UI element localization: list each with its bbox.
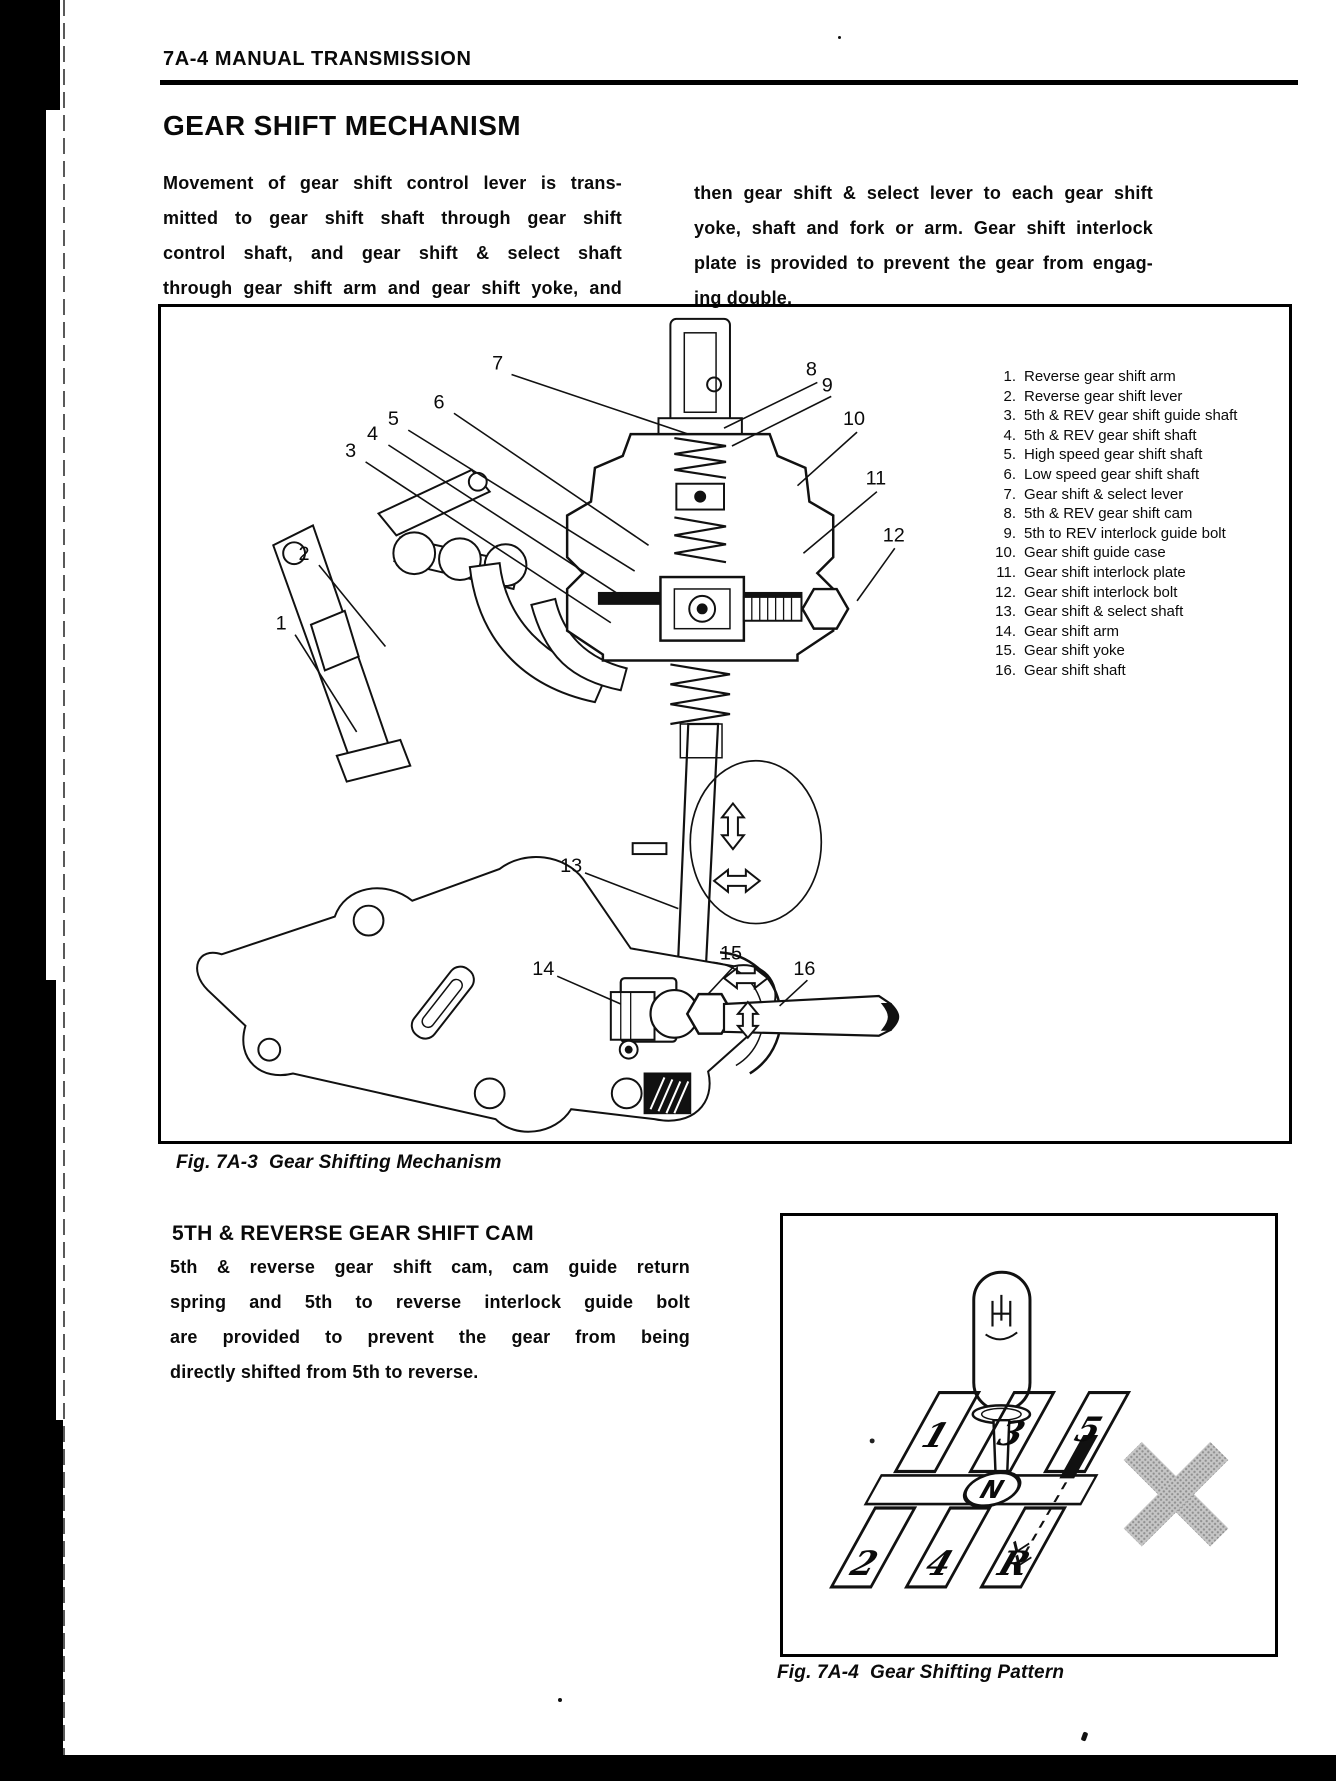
prohibited-shift-x-mark (1124, 1442, 1229, 1547)
scan-dot (870, 1438, 875, 1443)
callout-label: 10 (843, 408, 866, 431)
figure-7a4-box (780, 1213, 1278, 1657)
callout-label: 9 (821, 374, 833, 397)
callout-label: 7 (492, 352, 504, 375)
gear-label-1: 1 (912, 1416, 958, 1456)
parts-list-item: 8. 5th & REV gear shift cam (1003, 505, 1193, 523)
figure-7a4-caption: Fig. 7A-4 Gear Shifting Pattern (777, 1662, 1065, 1683)
parts-list-item: 9. 5th to REV interlock guide bolt (1003, 524, 1226, 542)
parts-list-item: 5. High speed gear shift shaft (1003, 446, 1203, 464)
parts-list-item: 10. Gear shift guide case (995, 544, 1166, 562)
parts-list-item: 7. Gear shift & select lever (1003, 485, 1184, 503)
parts-list-item: 15. Gear shift yoke (995, 642, 1125, 660)
scan-bottom-bar (8, 1755, 1336, 1781)
body-line: Movement of gear shift control lever is trans- (163, 173, 622, 193)
page-header: 7A-4 MANUAL TRANSMISSION (163, 48, 472, 70)
scan-dot (558, 1698, 562, 1702)
parts-list-item: 16. Gear shift shaft (995, 661, 1126, 679)
parts-list-item: 12. Gear shift interlock bolt (995, 583, 1178, 601)
body-line: plate is provided to prevent the gear from engag- (694, 253, 1153, 273)
section-title-5th-reverse-cam: 5TH & REVERSE GEAR SHIFT CAM (172, 1222, 534, 1245)
body-line: ing double. (694, 288, 793, 308)
callout-label: 13 (560, 854, 583, 877)
body-line: are provided to prevent the gear from being (170, 1327, 690, 1347)
callout-label: 11 (865, 467, 887, 490)
parts-list-item: 2. Reverse gear shift lever (1003, 387, 1183, 405)
callout-label: 12 (882, 524, 905, 547)
callout-label: 14 (532, 958, 555, 981)
scan-gutter-bar (0, 0, 60, 110)
body-line: then gear shift & select lever to each gear shift (694, 183, 1153, 203)
section-title-gear-shift-mechanism: GEAR SHIFT MECHANISM (163, 110, 521, 141)
body-column-left (163, 166, 622, 306)
gear-label-3: 3 (988, 1414, 1034, 1454)
callout-label: 6 (433, 391, 445, 414)
gear-shift-pattern-diagram (783, 1216, 1275, 1654)
scan-gutter-bar (0, 1420, 63, 1781)
parts-list-item: 4. 5th & REV gear shift shaft (1003, 426, 1197, 444)
body-line: control shaft, and gear shift & select shaft (163, 243, 622, 263)
scan-line-artifact (63, 0, 65, 1781)
parts-list-item: 13. Gear shift & select shaft (995, 603, 1184, 621)
scan-dot (838, 36, 841, 39)
body-line: directly shifted from 5th to reverse. (170, 1362, 479, 1382)
gear-label-2: 2 (841, 1544, 887, 1584)
parts-list (988, 367, 1288, 681)
parts-list-item: 11. Gear shift interlock plate (996, 563, 1186, 581)
callout-label: 4 (367, 423, 379, 446)
callout-label: 16 (793, 958, 816, 981)
callout-label: 8 (805, 358, 817, 381)
body-line: yoke, shaft and fork or arm. Gear shift interlock (694, 218, 1153, 238)
callout-label: 5 (387, 408, 399, 431)
callout-label: 3 (345, 439, 357, 462)
body-column-right (694, 176, 1153, 316)
body-line: spring and 5th to reverse interlock guide bolt (170, 1292, 690, 1312)
callout-label: 15 (719, 942, 742, 965)
gear-label-R: R (989, 1544, 1039, 1584)
figure-7a3-caption: Fig. 7A-3 Gear Shifting Mechanism (176, 1152, 502, 1173)
body-line: through gear shift arm and gear shift yoke, and (163, 278, 622, 298)
body-line: mitted to gear shift shaft through gear shift (163, 208, 622, 228)
parts-list-item: 6. Low speed gear shift shaft (1003, 465, 1200, 483)
gear-label-5: 5 (1065, 1410, 1111, 1450)
scan-dot (1081, 1731, 1089, 1741)
figure-7a3-box (158, 304, 1292, 1144)
parts-list-item: 1. Reverse gear shift arm (1003, 368, 1176, 385)
callout-label: 2 (298, 543, 310, 566)
parts-list-item: 14. Gear shift arm (995, 622, 1120, 640)
callout-label: 1 (275, 612, 287, 635)
header-rule (160, 80, 1298, 85)
gear-label-N: N (973, 1475, 1010, 1505)
body-column-section2 (170, 1250, 690, 1390)
body-line: 5th & reverse gear shift cam, cam guide return (170, 1257, 690, 1277)
parts-list-item: 3. 5th & REV gear shift guide shaft (1003, 407, 1238, 425)
gear-label-4: 4 (916, 1544, 962, 1584)
